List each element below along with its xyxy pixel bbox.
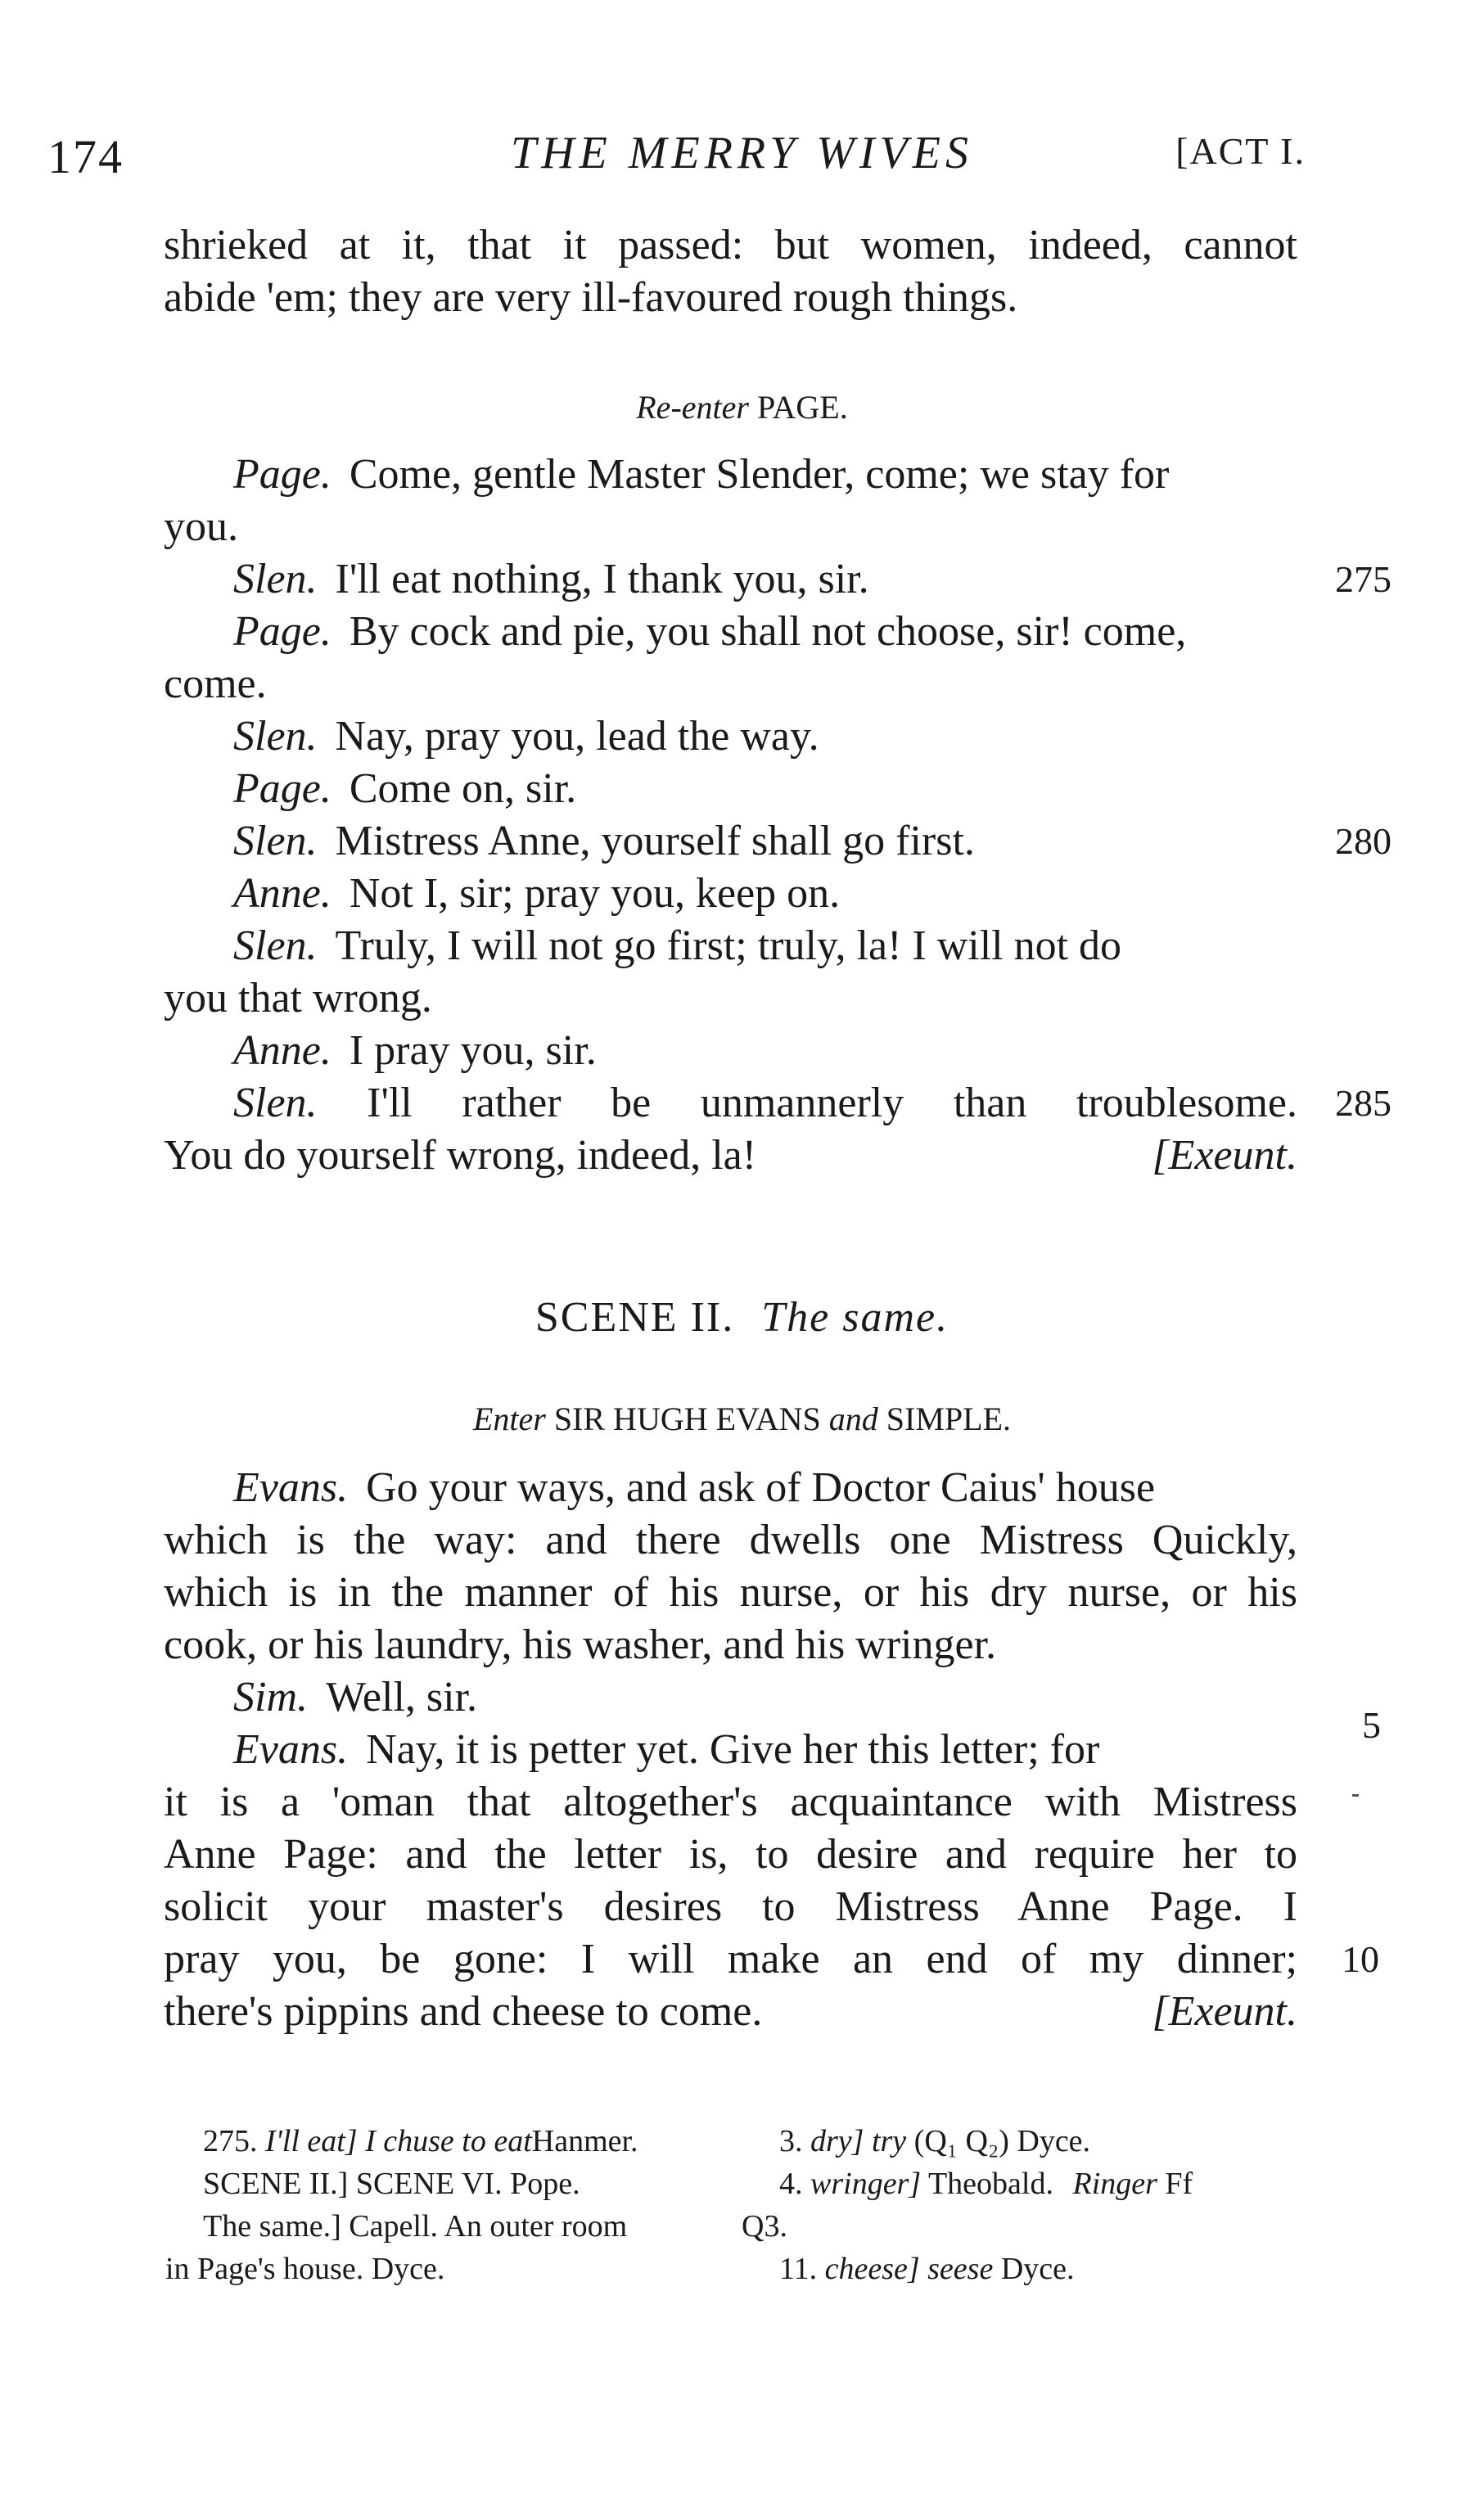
- footnote-source: Dyce.: [1017, 2124, 1091, 2158]
- footnote-number: 275.: [203, 2124, 258, 2158]
- speaker: Slen.: [233, 713, 318, 760]
- line-number: 5: [1362, 1704, 1381, 1746]
- speech: I pray you, sir.: [349, 1027, 597, 1074]
- stage-name: PAGE.: [756, 389, 848, 426]
- line-number: 10: [1342, 1938, 1379, 1980]
- speaker: Evans.: [233, 1726, 349, 1773]
- exit-direction: [Exeunt.: [1152, 1988, 1297, 2035]
- dialogue-continuation: pray you, be gone: I will make an end of my dinner;: [164, 1936, 1297, 1982]
- dialogue-continuation: solicit your master's desires to Mistress Anne Page. I: [164, 1883, 1297, 1930]
- scene-heading: [0, 1292, 1484, 1344]
- dialogue-continuation: Anne Page: and the letter is, to desire and require her to: [164, 1831, 1297, 1878]
- footnote-reading: I chuse to eat: [365, 2124, 532, 2158]
- dialogue-line: [233, 1724, 1297, 1776]
- speech: Nay, it is petter yet. Give her this letter; for: [366, 1726, 1100, 1773]
- footnote-lemma: cheese]: [824, 2252, 920, 2286]
- footnote-source: Theobald.: [927, 2167, 1053, 2201]
- stage-verb: Enter: [472, 1400, 546, 1437]
- speaker: Slen.: [233, 556, 318, 602]
- footnote-number: 11.: [779, 2252, 818, 2286]
- footnote: [779, 2120, 1090, 2163]
- dialogue-line: [233, 1462, 1297, 1514]
- stage-name: SIR HUGH EVANS: [553, 1400, 821, 1437]
- speech: Truly, I will not go first; truly, la! I will not do: [335, 922, 1122, 969]
- footnote-continuation: in Page's house. Dyce.: [165, 2252, 445, 2286]
- dialogue-line: [233, 1671, 1297, 1724]
- speaker: Sim.: [233, 1674, 308, 1721]
- speech: By cock and pie, you shall not choose, sir! come,: [349, 608, 1187, 655]
- stage-direction-enter: [0, 1396, 1484, 1442]
- running-title: THE MERRY WIVES: [511, 128, 973, 178]
- dialogue-line: [233, 868, 1297, 920]
- dialogue-line: [233, 815, 1297, 868]
- speech: Mistress Anne, yourself shall go first.: [335, 818, 975, 864]
- speech: Not I, sir; pray you, keep on.: [349, 870, 841, 917]
- speaker: Slen.: [233, 922, 318, 969]
- line-number: 275: [1335, 558, 1392, 600]
- footnote-number: 3.: [779, 2124, 803, 2158]
- footnote-lemma: dry]: [810, 2124, 864, 2158]
- scene-place: The same.: [761, 1294, 949, 1341]
- speech: Come, gentle Master Slender, come; we stay for: [349, 451, 1170, 498]
- footnote-number: 4.: [779, 2167, 803, 2201]
- dialogue-line: [233, 710, 1297, 763]
- dialogue-continuation: which is in the manner of his nurse, or his dry nurse, or his: [164, 1569, 1297, 1616]
- speaker: Anne.: [233, 1027, 332, 1074]
- exit-direction: [Exeunt.: [1152, 1132, 1297, 1179]
- stage-direction-reenter: [0, 385, 1484, 431]
- speech: Go your ways, and ask of Doctor Caius' house: [366, 1464, 1156, 1511]
- dialogue-continuation: [164, 1986, 1297, 2038]
- dialogue-line: [233, 553, 1297, 606]
- speaker: Page.: [233, 608, 332, 655]
- speaker: Slen.: [233, 818, 318, 864]
- footnote: [779, 2163, 1193, 2205]
- stage-conjunction: and: [828, 1400, 878, 1437]
- dialogue-continuation: [164, 1130, 1297, 1182]
- footnote: The same.] Capell. An outer room: [203, 2209, 628, 2244]
- speaker: Anne.: [233, 870, 332, 917]
- dialogue-continuation: you that wrong.: [164, 975, 432, 1021]
- page-number: 174: [47, 130, 124, 183]
- stage-verb: Re-enter: [636, 389, 749, 426]
- line-number: 285: [1335, 1082, 1392, 1124]
- speaker: Slen.: [233, 1080, 318, 1126]
- speech: there's pippins and cheese to come.: [164, 1988, 763, 2035]
- footnote-source: Pope.: [510, 2167, 580, 2201]
- footnote-source: Hanmer.: [531, 2124, 638, 2158]
- speech: Come on, sir.: [349, 765, 577, 812]
- footnote-paren: (Q₁ Q₂): [913, 2124, 1009, 2158]
- dialogue-line: [233, 763, 1297, 815]
- margin-mark: [1352, 1794, 1359, 1797]
- dialogue-line: [233, 606, 1297, 658]
- dialogue-line: [233, 449, 1297, 501]
- footnote: [203, 2163, 580, 2205]
- speaker: Page.: [233, 451, 332, 498]
- stage-name: SIMPLE.: [886, 1400, 1012, 1437]
- footnote-lemma: I'll eat]: [265, 2124, 358, 2158]
- speaker: Page.: [233, 765, 332, 812]
- scene-label: SCENE II.: [535, 1294, 735, 1341]
- footnote: [203, 2120, 638, 2163]
- footnote-reading: Ringer: [1072, 2167, 1157, 2201]
- footnote-lemma: wringer]: [810, 2167, 922, 2201]
- dialogue-continuation: it is a 'oman that altogether's acquaintance with Mistress: [164, 1779, 1297, 1825]
- speech: I'll eat nothing, I thank you, sir.: [335, 556, 869, 602]
- dialogue-line: [233, 1025, 1297, 1077]
- intro-line-2: abide 'em; they are very ill-favoured rough things.: [164, 274, 1018, 321]
- dialogue-line: [233, 1077, 1297, 1130]
- intro-line-1: shrieked at it, that it passed: but women, indeed, cannot: [164, 222, 1297, 268]
- footnote-lemma: SCENE II.]: [203, 2167, 349, 2201]
- footnote-reading: try: [871, 2124, 907, 2158]
- dialogue-line: [233, 920, 1297, 972]
- speech: Well, sir.: [326, 1674, 478, 1721]
- speech: I'll rather be unmannerly than troublesome.: [367, 1080, 1298, 1126]
- footnote-source: Dyce.: [1000, 2252, 1075, 2286]
- footnote-continuation: Q3.: [742, 2209, 787, 2244]
- footnote-reading: SCENE VI.: [355, 2167, 503, 2201]
- footnote-reading: seese: [927, 2252, 994, 2286]
- speech: You do yourself wrong, indeed, la!: [164, 1132, 757, 1179]
- footnote: [779, 2248, 1075, 2290]
- dialogue-continuation: come.: [164, 661, 267, 707]
- speaker: Evans.: [233, 1464, 349, 1511]
- act-marker: [ACT I.: [1175, 130, 1306, 172]
- line-number: 280: [1335, 820, 1392, 862]
- speech: Nay, pray you, lead the way.: [335, 713, 819, 760]
- dialogue-continuation: cook, or his laundry, his washer, and his wringer.: [164, 1621, 997, 1668]
- dialogue-continuation: you.: [164, 503, 238, 550]
- footnote-tail: Ff: [1165, 2167, 1193, 2201]
- dialogue-continuation: which is the way: and there dwells one Mistress Quickly,: [164, 1517, 1297, 1563]
